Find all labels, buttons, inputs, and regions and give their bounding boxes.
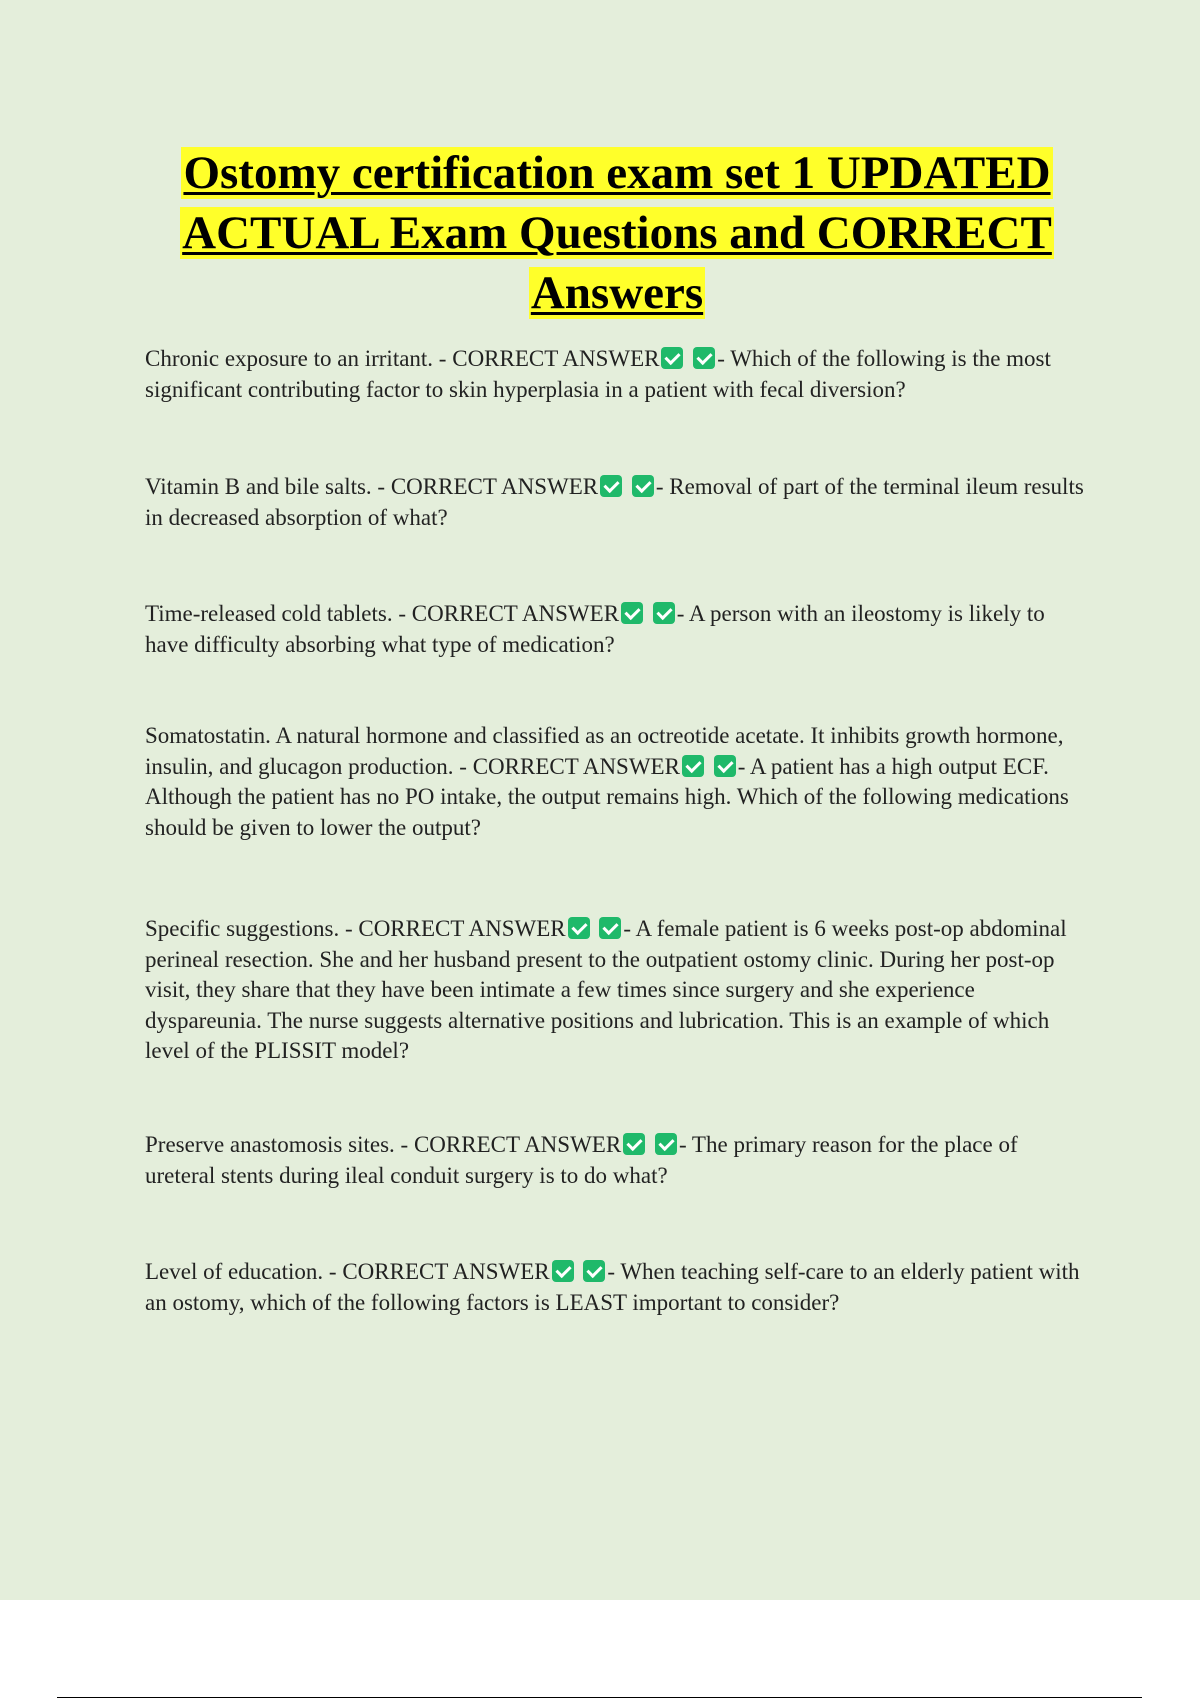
check-box-icon (682, 755, 704, 777)
answer-text: Time-released cold tablets. - (145, 601, 412, 626)
correct-answer-label: CORRECT ANSWER (342, 1259, 550, 1284)
check-box-icon (655, 1133, 677, 1155)
check-box-icon (599, 917, 621, 939)
check-box-icon (632, 475, 654, 497)
qa-item (145, 721, 1090, 843)
correct-answer-label: CORRECT ANSWER (472, 753, 680, 779)
answer-text: Specific suggestions. - (145, 916, 359, 941)
check-box-icon (568, 917, 590, 939)
check-box-icon (661, 347, 683, 369)
question-text: - A person with an ileostomy is likely to have difficulty absorbing what type of medication? (145, 601, 1045, 657)
qa-item (145, 599, 1090, 660)
answer-text: Chronic exposure to an irritant. - (145, 346, 453, 371)
document-title (60, 143, 1174, 323)
check-box-icon (621, 602, 643, 624)
question-text: - Removal of part of the terminal ileum results in decreased absorption of what? (145, 474, 1084, 530)
check-box-icon (653, 602, 675, 624)
qa-item (145, 472, 1090, 533)
check-box-icon (623, 1133, 645, 1155)
check-box-icon (600, 475, 622, 497)
footer-divider (57, 1697, 1142, 1698)
title-line-1: Ostomy certification exam set 1 UPDATED (183, 147, 1051, 199)
answer-text: Level of education. - (145, 1259, 343, 1284)
qa-item (145, 914, 1090, 1067)
question-text: - A patient has a high output ECF. Although the patient has no PO intake, the output remains high. Which of the following medications should be given to lower the output? (145, 753, 1069, 840)
question-text: - Which of the following is the most significant contributing factor to skin hyperplasia in a patient with fecal diversion? (145, 346, 1051, 402)
check-box-icon (583, 1260, 605, 1282)
check-box-icon (693, 347, 715, 369)
answer-text: Vitamin B and bile salts. - (145, 474, 391, 499)
check-box-icon (714, 755, 736, 777)
question-text: - The primary reason for the place of ureteral stents during ileal conduit surgery is to do what? (145, 1132, 1018, 1188)
correct-answer-label: CORRECT ANSWER (390, 474, 599, 499)
correct-answer-label: CORRECT ANSWER (452, 346, 660, 371)
qa-item (145, 1257, 1090, 1318)
answer-text: Somatostatin. A natural hormone and classified as an octreotide acetate. It inhibits growth hormone, insulin, and glucagon production. - (145, 723, 1064, 779)
qa-item (145, 1130, 1090, 1191)
question-text: - When teaching self-care to an elderly patient with an ostomy, which of the following factors is LEAST important to consider? (145, 1259, 1080, 1315)
correct-answer-label: CORRECT ANSWER (411, 601, 620, 626)
check-box-icon (552, 1260, 574, 1282)
title-line-3: Answers (530, 267, 704, 319)
answer-text: Preserve anastomosis sites. - (145, 1132, 414, 1157)
question-text: - A female patient is 6 weeks post-op abdominal perineal resection. She and her husband present to the outpatient ostomy clinic. During her post-op visit, they share that they have been intimate a few times since surgery and she experience dyspareunia. The nurse suggests alternative positions and lubrication. This is an example of which level of the PLISSIT model? (145, 916, 1067, 1063)
correct-answer-label: CORRECT ANSWER (358, 916, 566, 941)
correct-answer-label: CORRECT ANSWER (413, 1132, 622, 1157)
title-line-2: ACTUAL Exam Questions and CORRECT (182, 207, 1052, 259)
qa-item (145, 344, 1090, 405)
